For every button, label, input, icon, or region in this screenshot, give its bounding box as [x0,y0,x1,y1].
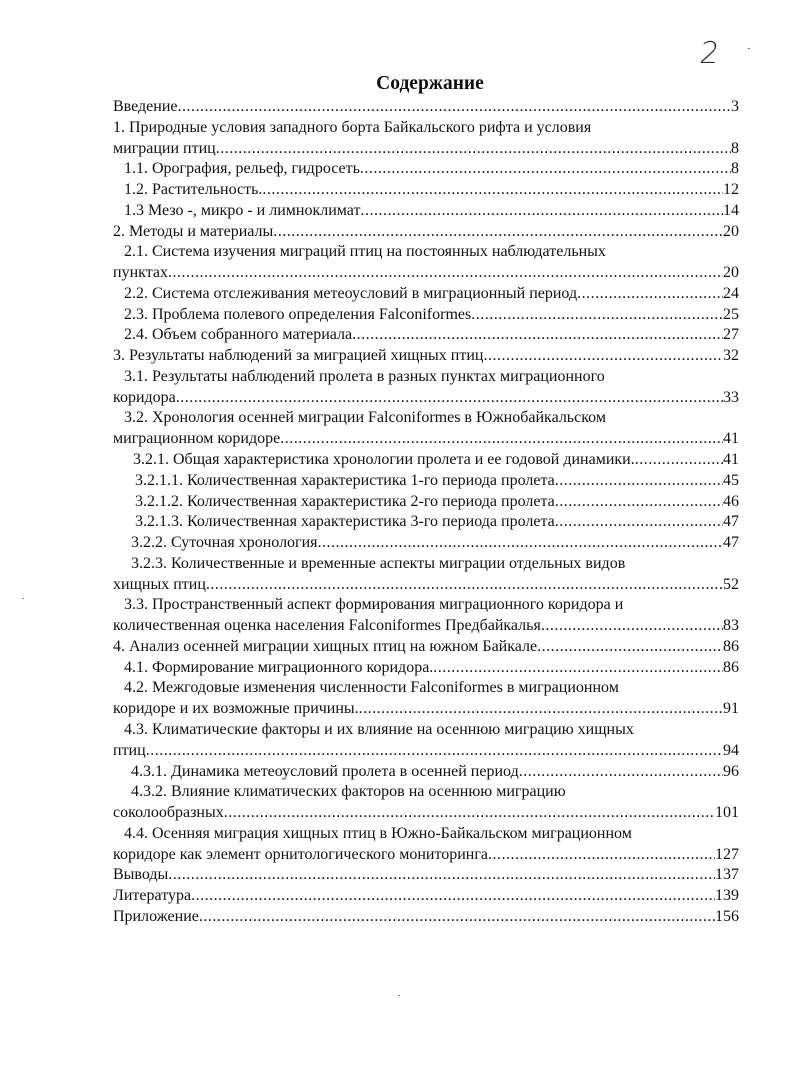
toc-page-number: 32 [723,347,739,365]
toc-entry-title: хищных птиц [113,575,206,593]
toc-entry[interactable] [113,408,739,450]
toc-page-number: 46 [723,492,739,510]
toc-entry-title: коридоре как элемент орнитологического мониторинга [113,845,489,863]
toc-entry-title: 2.1. Система изучения миграций птиц на постоянных наблюдательных [124,243,606,261]
toc-entry[interactable] [113,242,739,284]
toc-page-number: 8 [731,160,739,178]
toc-entry-title: 1.1. Орография, рельеф, гидросеть [124,160,360,178]
handwritten-page-number: 2 [697,36,722,71]
toc-entry[interactable] [113,865,739,886]
toc-entry-title: 3.2.1.2. Количественная характеристика 2-го периода пролета [135,492,555,510]
toc-page-number: 25 [723,305,739,323]
toc-entry-title: 1. Природные условия западного борта Байкальского рифта и условия [113,118,592,136]
toc-entry-title: 4. Анализ осенней миграции хищных птиц на южном Байкале [113,637,538,655]
dot-leader [537,637,723,658]
toc-page-number: 96 [723,762,739,780]
toc-entry-title: 3.2.3. Количественные и временные аспекты миграции отдельных видов [131,554,626,572]
dot-leader [433,658,723,679]
toc-entry-title: 3.2.1.1. Количественная характеристика 1-го периода пролета [135,471,555,489]
dot-leader [519,762,723,783]
toc-entry[interactable] [113,595,739,637]
toc-entry[interactable] [113,554,739,596]
toc-entry-title: 2.3. Проблема полевого определения Falconiformes [124,305,472,323]
toc-entry[interactable] [113,512,739,533]
dot-leader [359,699,723,720]
table-of-contents [113,97,739,928]
scan-speck [398,995,400,996]
toc-page-number: 27 [723,326,739,344]
toc-entry-title: 3. Результаты наблюдений за миграцией хищных птиц [113,347,484,365]
toc-page-number: 41 [723,451,739,469]
toc-entry-title: 3.3. Пространственный аспект формирования миграционного коридора и [124,596,624,614]
toc-entry-title: миграционном коридоре [113,430,281,448]
toc-page-number: 83 [723,617,739,635]
dot-leader [262,180,723,201]
toc-entry-title: 3.2.2. Суточная хронология [131,534,318,552]
toc-page-number: 139 [715,887,739,905]
dot-leader [168,865,715,886]
toc-entry[interactable] [113,325,739,346]
toc-page-number: 52 [723,575,739,593]
toc-page-number: 47 [723,513,739,531]
toc-entry[interactable] [113,533,739,554]
dot-leader [178,97,732,118]
toc-entry[interactable] [113,159,739,180]
toc-entry[interactable] [113,346,739,367]
toc-entry-title: 4.4. Осенняя миграция хищных птиц в Южно-Байкальском миграционном [124,824,632,842]
toc-entry-title: количественная оценка населения Falconiformes Предбайкалья [113,617,541,635]
toc-entry[interactable] [113,720,739,762]
toc-entry-title: 2.4. Объем собранного материала [124,326,353,344]
toc-page-number: 8 [731,139,739,157]
dot-leader [360,159,731,180]
toc-entry[interactable] [113,118,739,160]
scan-speck [748,48,750,49]
dot-leader [488,845,715,866]
toc-page-number: 14 [723,201,739,219]
toc-entry-title: птиц [113,741,146,759]
dot-leader [280,429,723,450]
toc-entry-title: миграции птиц [113,139,216,157]
toc-entry[interactable] [113,367,739,409]
toc-entry-title: 2. Методы и материалы [113,222,274,240]
dot-leader [577,284,723,305]
toc-page-number: 3 [731,98,739,115]
toc-page-number: 47 [723,534,739,552]
toc-entry[interactable] [113,450,739,471]
dot-leader [199,907,715,928]
toc-page-number: 20 [723,264,739,282]
toc-entry[interactable] [113,907,739,928]
toc-entry-title: 1.2. Растительность. [124,181,263,199]
toc-entry[interactable] [113,637,739,658]
toc-entry[interactable] [113,201,739,222]
toc-page-number: 91 [723,700,739,718]
toc-entry-title: Литература [113,887,192,905]
toc-entry-title: Приложение [113,907,199,925]
toc-entry-title: 4.3.1. Динамика метеоусловий пролета в осенней период [131,762,519,780]
toc-entry-title: 1.3 Мезо -, микро - и лимноклимат [124,201,361,219]
toc-entry-title: 4.1. Формирование миграционного коридора. [124,658,434,676]
toc-entry[interactable] [113,886,739,907]
toc-entry-title: 3.1. Результаты наблюдений пролета в разных пунктах миграционного [124,367,605,385]
toc-entry[interactable] [113,762,739,783]
dot-leader [635,450,723,471]
dot-leader [216,139,731,160]
toc-entry-title: 3.2.1.3. Количественная характеристика 3-го периода пролета [135,513,555,531]
toc-entry[interactable] [113,492,739,513]
dot-leader [352,325,723,346]
toc-page-number: 101 [715,804,739,822]
dot-leader [541,616,723,637]
toc-entry[interactable] [113,97,739,118]
toc-page-number: 20 [723,222,739,240]
toc-page-number: 137 [715,866,739,884]
toc-entry-title: 3.2. Хронология осенней миграции Falconiformes в Южнобайкальском [124,409,606,427]
toc-entry[interactable] [113,284,739,305]
toc-entry-title: 3.2.1. Общая характеристика хронологии пролета и ее годовой динамики. [133,451,635,469]
toc-entry-title: коридора [113,388,176,406]
toc-entry-title: Введение [113,98,178,115]
toc-entry-title: пунктах [113,264,168,282]
toc-page-number: 86 [723,658,739,676]
toc-entry[interactable] [113,471,739,492]
toc-entry-title: 4.2. Межгодовые изменения численности Falconiformes в миграционном [124,679,619,697]
toc-entry[interactable] [113,678,739,720]
toc-page-number: 33 [723,388,739,406]
dot-leader [555,512,723,533]
toc-entry[interactable] [113,222,739,243]
dot-leader [471,305,723,326]
toc-entry[interactable] [113,782,739,824]
toc-entry-title: Выводы [113,866,169,884]
toc-page-number: 12 [723,181,739,199]
toc-page-number: 94 [723,741,739,759]
toc-page-number: 86 [723,637,739,655]
dot-leader [224,803,715,824]
dot-leader [176,388,723,409]
toc-entry-title: соколообразных [113,804,224,822]
toc-entry-title: 4.3.2. Влияние климатических факторов на осеннюю миграцию [131,783,566,801]
toc-page-number: 24 [723,284,739,302]
toc-entry[interactable] [113,180,739,201]
scan-speck [22,598,24,599]
dot-leader [146,741,723,762]
toc-page-number: 156 [715,907,739,925]
dot-leader [318,533,723,554]
toc-entry-title: 4.3. Климатические факторы и их влияние на осеннюю миграцию хищных [124,720,634,738]
dot-leader [206,575,723,596]
page-title: Содержание [376,73,484,94]
toc-entry-title: коридоре и их возможные причины. [113,700,359,718]
toc-page-number: 41 [723,430,739,448]
dot-leader [191,886,715,907]
dot-leader [483,346,723,367]
dot-leader [168,263,723,284]
toc-entry-title: 2.2. Система отслеживания метеоусловий в миграционный период [124,284,578,302]
toc-page-number: 45 [723,471,739,489]
toc-entry[interactable] [113,305,739,326]
dot-leader [360,201,723,222]
dot-leader [273,222,723,243]
dot-leader [555,471,723,492]
toc-entry[interactable] [113,658,739,679]
dot-leader [555,492,723,513]
toc-entry[interactable] [113,824,739,866]
toc-page-number: 127 [715,845,739,863]
